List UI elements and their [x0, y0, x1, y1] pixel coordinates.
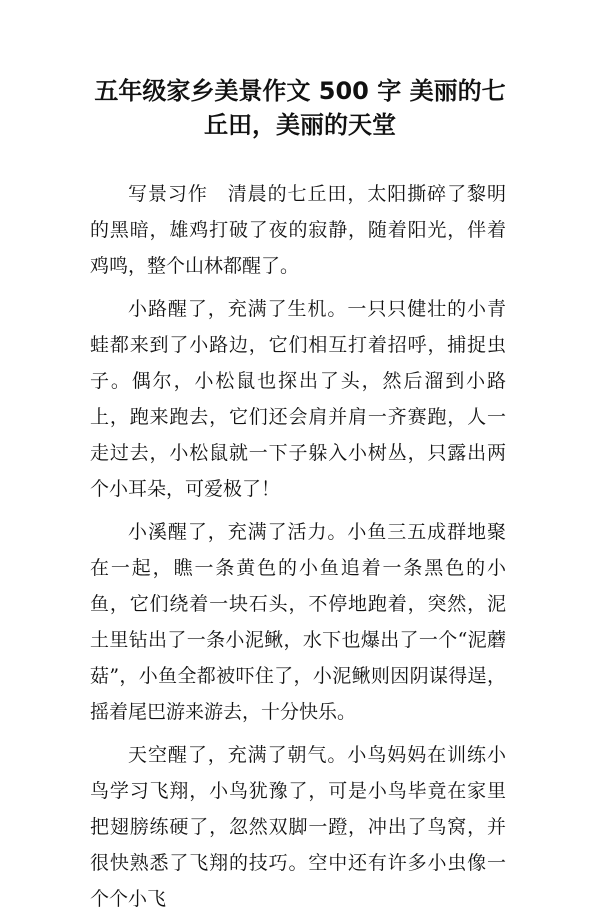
- paragraph-1: 写景习作 清晨的七丘田，太阳撕碎了黎明的黑暗，雄鸡打破了夜的寂静，随着阳光，伴着鸡鸣，整个山林都醒了。: [90, 183, 506, 277]
- title-line-1: 五年级家乡美景作文 500 字 美丽的七: [94, 77, 506, 105]
- article-body: [90, 176, 506, 924]
- title-line-2: 丘田，美丽的天堂: [204, 111, 396, 139]
- paragraph-3: 小溪醒了，充满了活力。小鱼三五成群地聚在一起，瞧一条黄色的小鱼追着一条黑色的小鱼，它们绕着一块石头，不停地跑着，突然，泥土里钻出了一条小泥鳅，水下也爆出了一个“泥蘑菇”，小鱼全都被吓住了，小泥鳅则因阴谋得逞，摇着尾巴游来游去，十分快乐。: [90, 521, 506, 723]
- paragraph-4: 天空醒了，充满了朝气。小鸟妈妈在训练小鸟学习飞翔，小鸟犹豫了，可是小鸟毕竟在家里把翅膀练硬了，忽然双脚一蹬，冲出了鸟窝，并很快熟悉了飞翔的技巧。空中还有许多小虫像一个个小飞: [90, 744, 506, 910]
- paragraph-2: 小路醒了，充满了生机。一只只健壮的小青蛙都来到了小路边，它们相互打着招呼，捕捉虫子。偶尔，小松鼠也探出了头，然后溜到小路上，跑来跑去，它们还会肩并肩一齐赛跑，人一走过去，小松鼠就一下子躲入小树丛，只露出两个小耳朵，可爱极了！: [90, 298, 506, 500]
- article-title: [90, 74, 510, 142]
